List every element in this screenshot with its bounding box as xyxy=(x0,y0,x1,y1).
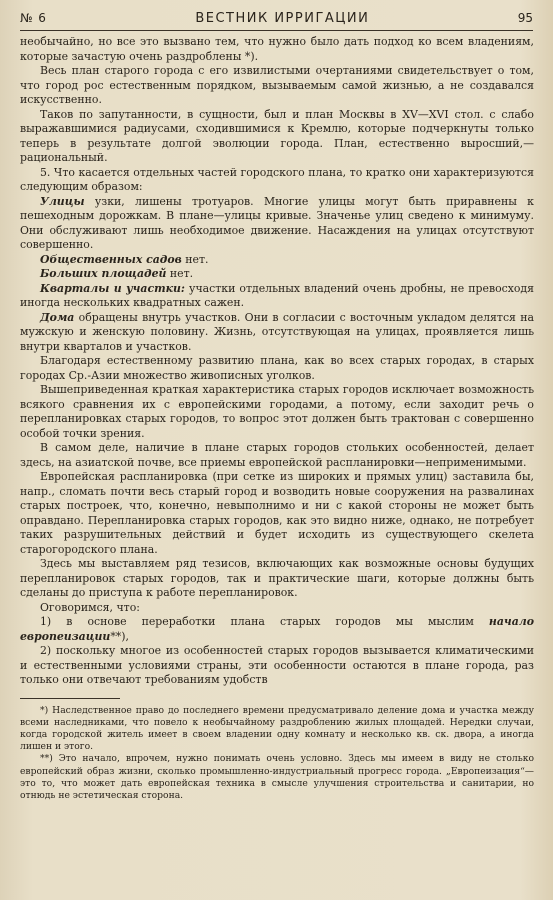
page-number: 95 xyxy=(517,11,533,25)
thesis-1 xyxy=(20,615,534,644)
paragraph: В самом деле, наличие в плане старых городов стольких особенностей, делает здесь, на азиатской почве, все приемы европейской распланировки—неприменимыми. xyxy=(20,441,534,469)
thesis-1-pre: 1) в основе переработки плана старых городов мы мыслим xyxy=(40,615,489,628)
paragraph: Благодаря естественному развитию плана, как во всех старых городах, в старых городах Ср.-Азии множество живописных уголков. xyxy=(20,354,534,382)
paragraph: Здесь мы выставляем ряд тезисов, включающих как возможные основы будущих перепланировок старых городов, так и практические шаги, которые должны быть сделаны до приступа к работе перепланировок. xyxy=(20,557,534,599)
paragraph-streets xyxy=(20,195,534,253)
paragraph: Весь план старого города с его извилистыми очертаниями свидетельствует о том, что город рос естественным порядком, вызываемым самой жизнью, а не создавался искусственно. xyxy=(20,64,534,106)
term-streets: Улицы xyxy=(40,194,85,208)
term-blocks: Кварталы и участки: xyxy=(40,281,185,295)
thesis-1-emphasis: начало европеизации xyxy=(20,615,534,643)
houses-text: обращены внутрь участков. Они в согласии с восточным укладом делятся на мужскую и женскую половину. Жизнь, отсутствующая на улицах, проявляется лишь внутри кварталов и участков. xyxy=(20,310,534,353)
paragraph: необычайно, но все это вызвано тем, что нужно было дать подход ко всем владениям, которые зачастую очень раздроблены *). xyxy=(20,35,534,63)
thesis-1-post: **), xyxy=(110,629,129,643)
paragraph: 5. Что касается отдельных частей городского плана, то кратко они характеризуются следующим образом: xyxy=(20,165,534,193)
paragraph: Вышеприведенная краткая характеристика старых городов исключает возможность всякого сравнения их с европейскими городами, а потому, если заходит речь о перепланировках старых городов, то вопрос этот должен быть трактован с совершенно особой точки зрения. xyxy=(20,383,534,440)
streets-text: узки, лишены тротуаров. Многие улицы могут быть приравнены к пешеходным дорожкам. В плане—улицы кривые. Значенье улиц сведено к минимуму. Они обслуживают лишь необходимое движение. Насаждения на улицах отсутствуют совершенно. xyxy=(20,194,534,251)
running-header xyxy=(20,8,533,28)
thesis-2: 2) поскольку многое из особенностей старых городов вызывается климатическими и естественными условиями страны, эти особенности остаются в плане города, раз только они отвечают требованиям удобств xyxy=(20,644,534,686)
paragraph-squares xyxy=(20,267,534,282)
footnote-rule xyxy=(20,698,120,699)
paragraph: Таков по запутанности, в сущности, был и план Москвы в XV—XVI стол. с слабо выражавшимися радиусами, сходившимися к Кремлю, которые подчеркнуты только теперь в результате долгой эволюции города. План, естественно выросший,—рациональный. xyxy=(20,107,534,164)
footnote-2: **) Это начало, впрочем, нужно понимать очень условно. Здесь мы имеем в виду не столько европейский образ жизни, сколько промышленно-индустриальный прогресс города. „Европеизация“—это то, что может дать европейская техника в смысле улучшения строительства и санитарии, но отнюдь не эстетическая сторона. xyxy=(20,753,534,801)
paragraph-blocks xyxy=(20,282,534,311)
term-squares: Больших площадей xyxy=(40,267,167,280)
paragraph-houses xyxy=(20,311,534,355)
paragraph: Европейская распланировка (при сетке из широких и прямых улиц) заставила бы, напр., сломать почти весь старый город и возводить новые сооружения на развалинах старых построек, что, конечно, невыполнимо и ни с какой стороны не может быть оправдано. Перепланировка старых городов, как это видно ниже, однако, не потребует таких разрушительных действий и будет исходить из существующего скелета старогородского плана. xyxy=(20,470,534,556)
term-gardens: Общественных садов xyxy=(40,252,182,266)
journal-title: ВЕСТНИК ИРРИГАЦИИ xyxy=(195,10,370,26)
paragraph-gardens xyxy=(20,253,534,268)
gardens-text: нет. xyxy=(181,252,209,266)
header-rule xyxy=(20,30,533,31)
blocks-text: участки отдельных владений очень дробны, не превосходя иногда нескольких квадратных сажен. xyxy=(20,281,535,309)
article-body xyxy=(20,35,534,892)
squares-text: нет. xyxy=(166,267,194,280)
term-houses: Дома xyxy=(40,310,75,324)
issue-number: № 6 xyxy=(20,11,47,25)
footnote-1: *) Наследственное право до последнего времени предусматривало деление дома и участка между всеми наследниками, что повело к необычайному раздроблению жилых площадей. Нередки случаи, когда городской житель имеет в своем владении одну комнату и несколько кв. ск. двора, а иногда лишен и этого. xyxy=(20,704,534,753)
paragraph: Оговоримся, что: xyxy=(40,600,140,614)
